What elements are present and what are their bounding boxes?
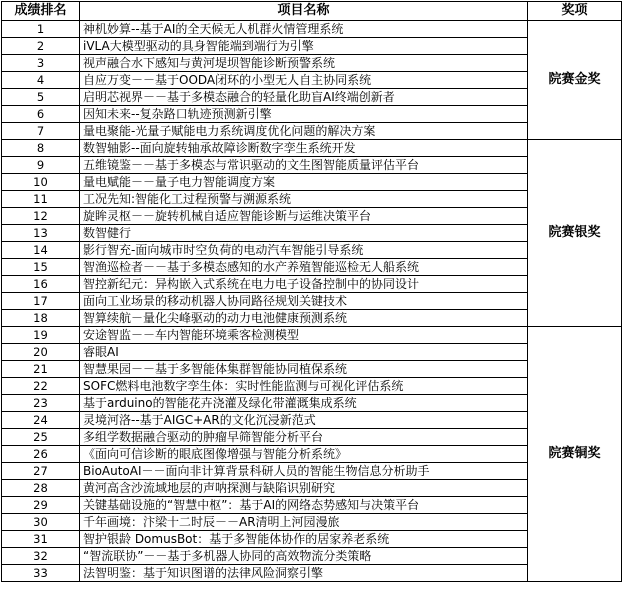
rank-cell: 6	[2, 106, 80, 123]
rank-cell: 33	[2, 565, 80, 582]
rank-cell: 12	[2, 208, 80, 225]
project-name-cell: 黄河高含沙流域地层的声呐探测与缺陷识别研究	[80, 480, 528, 497]
table-row	[2, 140, 622, 157]
project-name-cell: 安途智监－－车内智能环境乘客检测模型	[80, 327, 528, 344]
project-name-cell: 《面向可信诊断的眼底图像增强与智能分析系统》	[80, 446, 528, 463]
table-body	[2, 21, 622, 582]
rank-cell: 5	[2, 89, 80, 106]
project-name-cell: 智控新纪元：异构嵌入式系统在电力电子设备控制中的协同设计	[80, 276, 528, 293]
rank-cell: 1	[2, 21, 80, 38]
rank-cell: 3	[2, 55, 80, 72]
project-name-cell: 智护银龄 DomusBot：基于多智能体协作的居家养老系统	[80, 531, 528, 548]
project-name-cell: “智流联协”－－基于多机器人协同的高效物流分类策略	[80, 548, 528, 565]
rank-cell: 17	[2, 293, 80, 310]
project-name-cell: BioAutoAI－－面向非计算背景科研人员的智能生物信息分析助手	[80, 463, 528, 480]
header-award: 奖项	[528, 2, 622, 21]
rank-cell: 15	[2, 259, 80, 276]
header-row	[2, 2, 622, 21]
project-name-cell: 量电赋能－－量子电力智能调度方案	[80, 174, 528, 191]
rank-cell: 28	[2, 480, 80, 497]
header-name: 项目名称	[80, 2, 528, 21]
project-name-cell: 启明芯视界－－基于多模态融合的轻量化助盲AI终端创新者	[80, 89, 528, 106]
rank-cell: 21	[2, 361, 80, 378]
project-name-cell: 自应万变－－基于OODA闭环的小型无人自主协同系统	[80, 72, 528, 89]
project-name-cell: 影行智充-面向城市时空负荷的电动汽车智能引导系统	[80, 242, 528, 259]
project-name-cell: 灵境河洛--基于AIGC+AR的文化沉浸新范式	[80, 412, 528, 429]
project-name-cell: 法智明鉴：基于知识图谱的法律风险洞察引擎	[80, 565, 528, 582]
project-name-cell: 千年画境：汴梁十二时辰－－AR清明上河园漫旅	[80, 514, 528, 531]
rank-cell: 30	[2, 514, 80, 531]
rank-cell: 22	[2, 378, 80, 395]
ranking-table	[1, 1, 622, 582]
project-name-cell: 旋眸灵枢－－旋转机械自适应智能诊断与运维决策平台	[80, 208, 528, 225]
award-gold: 院赛金奖	[528, 21, 622, 140]
project-name-cell: 五维镜鉴－－基于多模态与常识驱动的文生图智能质量评估平台	[80, 157, 528, 174]
rank-cell: 32	[2, 548, 80, 565]
award-bronze: 院赛铜奖	[528, 327, 622, 582]
rank-cell: 14	[2, 242, 80, 259]
project-name-cell: 数智健行	[80, 225, 528, 242]
project-name-cell: 因知未来--复杂路口轨迹预测新引擎	[80, 106, 528, 123]
table-row	[2, 21, 622, 38]
project-name-cell: 智算续航－量化尖峰驱动的动力电池健康预测系统	[80, 310, 528, 327]
rank-cell: 9	[2, 157, 80, 174]
rank-cell: 23	[2, 395, 80, 412]
project-name-cell: 面向工业场景的移动机器人协同路径规划关键技术	[80, 293, 528, 310]
project-name-cell: 智慧果园－－基于多智能体集群智能协同植保系统	[80, 361, 528, 378]
project-name-cell: SOFC燃料电池数字孪生体：实时性能监测与可视化评估系统	[80, 378, 528, 395]
project-name-cell: 关键基础设施的“智慧中枢”：基于AI的网络态势感知与决策平台	[80, 497, 528, 514]
rank-cell: 20	[2, 344, 80, 361]
rank-cell: 19	[2, 327, 80, 344]
header-rank: 成绩排名	[2, 2, 80, 21]
project-name-cell: 基于arduino的智能花卉浇灌及绿化带灌溉集成系统	[80, 395, 528, 412]
rank-cell: 7	[2, 123, 80, 140]
rank-cell: 13	[2, 225, 80, 242]
project-name-cell: 多组学数据融合驱动的肿瘤早筛智能分析平台	[80, 429, 528, 446]
rank-cell: 4	[2, 72, 80, 89]
rank-cell: 10	[2, 174, 80, 191]
rank-cell: 24	[2, 412, 80, 429]
rank-cell: 18	[2, 310, 80, 327]
project-name-cell: 视声融合水下感知与黄河堤坝智能诊断预警系统	[80, 55, 528, 72]
project-name-cell: 数智轴影--面向旋转轴承故障诊断数字孪生系统开发	[80, 140, 528, 157]
project-name-cell: 智渔巡检者－－基于多模态感知的水产养殖智能巡检无人船系统	[80, 259, 528, 276]
project-name-cell: 工况先知:智能化工过程预警与溯源系统	[80, 191, 528, 208]
project-name-cell: iVLA大模型驱动的具身智能端到端行为引擎	[80, 38, 528, 55]
project-name-cell: 神机妙算--基于AI的全天候无人机群火情管理系统	[80, 21, 528, 38]
project-name-cell: 睿眼AI	[80, 344, 528, 361]
rank-cell: 27	[2, 463, 80, 480]
rank-cell: 8	[2, 140, 80, 157]
rank-cell: 16	[2, 276, 80, 293]
award-silver: 院赛银奖	[528, 140, 622, 327]
project-name-cell: 量电聚能-光量子赋能电力系统调度优化问题的解决方案	[80, 123, 528, 140]
rank-cell: 11	[2, 191, 80, 208]
rank-cell: 2	[2, 38, 80, 55]
rank-cell: 25	[2, 429, 80, 446]
rank-cell: 29	[2, 497, 80, 514]
rank-cell: 31	[2, 531, 80, 548]
rank-cell: 26	[2, 446, 80, 463]
table-row	[2, 327, 622, 344]
